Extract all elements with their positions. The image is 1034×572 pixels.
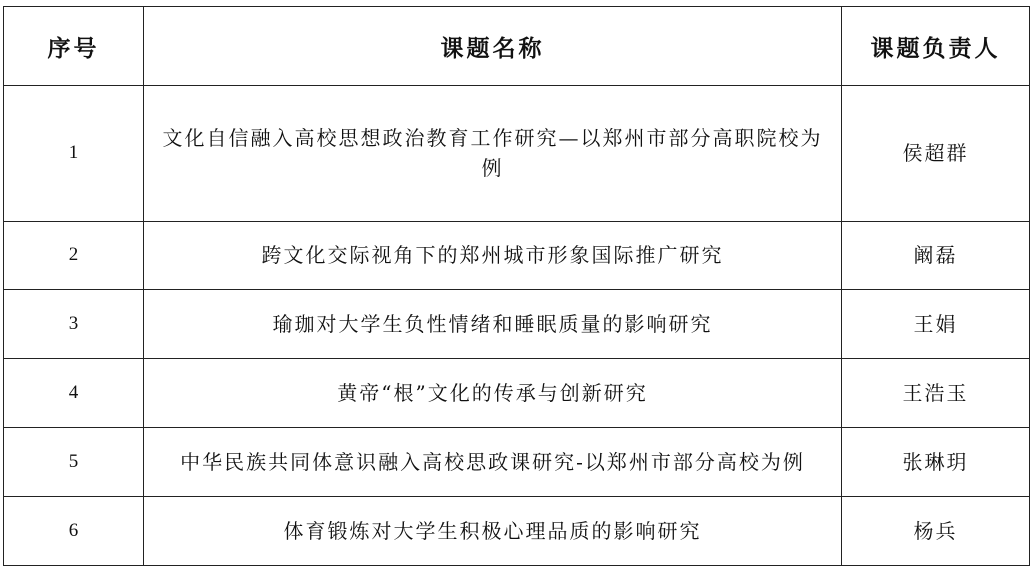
- row-number: 5: [4, 428, 144, 497]
- row-title-text: 文化自信融入高校思想政治教育工作研究—以郑州市部分高职院校为例: [162, 126, 823, 181]
- header-project-leader: 课题负责人: [842, 7, 1030, 86]
- row-leader: 侯超群: [842, 86, 1030, 222]
- project-table: [3, 6, 1030, 566]
- table-row: [4, 428, 1030, 497]
- row-leader: 张琳玥: [842, 428, 1030, 497]
- table-row: [4, 359, 1030, 428]
- table-row: [4, 221, 1030, 290]
- row-number: 6: [4, 497, 144, 566]
- row-title: 跨文化交际视角下的郑州城市形象国际推广研究: [144, 221, 842, 290]
- row-number: 4: [4, 359, 144, 428]
- header-row: [4, 7, 1030, 86]
- header-serial-number: 序号: [4, 7, 144, 86]
- row-title: 中华民族共同体意识融入高校思政课研究-以郑州市部分高校为例: [144, 428, 842, 497]
- row-leader: 杨兵: [842, 497, 1030, 566]
- header-project-name: 课题名称: [144, 7, 842, 86]
- row-leader: 王娟: [842, 290, 1030, 359]
- row-leader: 阚磊: [842, 221, 1030, 290]
- row-number: 2: [4, 221, 144, 290]
- row-leader: 王浩玉: [842, 359, 1030, 428]
- row-number: 3: [4, 290, 144, 359]
- table-row: [4, 497, 1030, 566]
- row-title: 瑜珈对大学生负性情绪和睡眠质量的影响研究: [144, 290, 842, 359]
- row-number: 1: [4, 86, 144, 222]
- row-title: [144, 86, 842, 222]
- row-title: 黄帝“根”文化的传承与创新研究: [144, 359, 842, 428]
- row-title: 体育锻炼对大学生积极心理品质的影响研究: [144, 497, 842, 566]
- table-row: [4, 290, 1030, 359]
- table-row: [4, 86, 1030, 222]
